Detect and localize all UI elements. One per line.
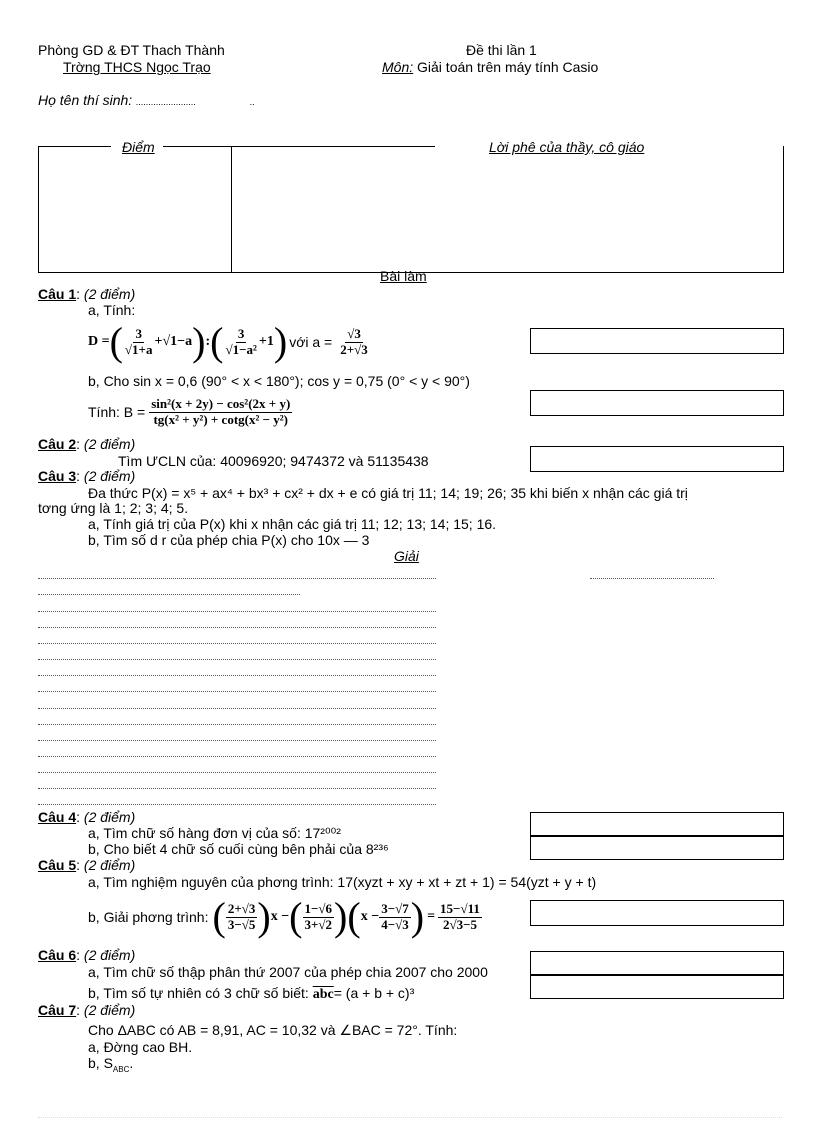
grade-table-top-left bbox=[39, 146, 111, 147]
q6-heading: Câu 6: (2 điểm) bbox=[38, 947, 136, 963]
candidate-label: Họ tên thí sinh: bbox=[38, 92, 133, 108]
q4-heading: Câu 4: (2 điểm) bbox=[38, 809, 136, 825]
q1-colon: : bbox=[205, 334, 211, 349]
q1-plus-sqrt: +√1−a bbox=[154, 334, 193, 349]
dotted-line bbox=[38, 659, 436, 660]
grade-table bbox=[38, 146, 784, 273]
grade-table-divider bbox=[231, 146, 232, 272]
q2-text: Tìm ƯCLN của: 40096920; 9474372 và 51135438 bbox=[118, 453, 429, 469]
page-bottom-rule bbox=[38, 1117, 782, 1118]
q3-line1: Đa thức P(x) = x⁵ + ax⁴ + bx³ + cx² + dx + e có giá trị 11; 14; 19; 26; 35 khi biến x nhận các giá trị bbox=[88, 485, 688, 501]
q1-a-label: a, Tính: bbox=[88, 302, 136, 318]
q1-heading: Câu 1: (2 điểm) bbox=[38, 286, 136, 302]
dotted-line bbox=[38, 724, 436, 725]
q2-points: (2 điểm) bbox=[83, 436, 136, 452]
q7-title: Câu 7 bbox=[38, 1002, 77, 1018]
q3-heading: Câu 3: (2 điểm) bbox=[38, 468, 136, 484]
q6-abc-overline: $\overline{abc}$ bbox=[312, 987, 334, 1002]
q2-title: Câu 2 bbox=[38, 436, 77, 452]
q1-plus-one: +1 bbox=[258, 334, 274, 349]
q1-b-fraction: $\frac{\text{sin²(x + 2y) − cos²(2x + y)}}{\text{tg(x² + y²) + cotg(x² − y²)}}$ bbox=[151, 395, 291, 427]
q1-points: (2 điểm) bbox=[83, 286, 136, 302]
subject-label: Môn: bbox=[382, 59, 414, 75]
q3-a: a, Tính giá trị của P(x) khi x nhận các giá trị 11; 12; 13; 14; 15; 16. bbox=[88, 516, 497, 532]
candidate-tail: .. bbox=[249, 97, 255, 107]
dotted-line bbox=[38, 643, 436, 644]
q6-b bbox=[88, 986, 414, 1002]
q7-a: a, Đờng cao BH. bbox=[88, 1039, 193, 1055]
answer-box-q5[interactable] bbox=[530, 900, 784, 926]
q5-frac3: $\frac{3-√7}{4-√3}$ bbox=[381, 900, 409, 932]
q6-a: a, Tìm chữ số thập phân thứ 2007 của phép chia 2007 cho 2000 bbox=[88, 964, 488, 980]
q5-frac2: $\frac{1-√6}{3+√2}$ bbox=[304, 900, 333, 932]
q5-equals: = bbox=[427, 909, 436, 924]
exam-title: Đề thi lần 1 bbox=[466, 42, 537, 58]
q3-title: Câu 3 bbox=[38, 468, 77, 484]
q1-a-value: $\frac{√3}{2+√3}$ bbox=[340, 325, 368, 357]
candidate-dots: ........................ bbox=[136, 97, 197, 107]
q7-points: (2 điểm) bbox=[83, 1002, 136, 1018]
q3-points: (2 điểm) bbox=[83, 468, 136, 484]
q4-title: Câu 4 bbox=[38, 809, 77, 825]
dotted-line bbox=[38, 578, 436, 579]
q5-x1: x − bbox=[270, 909, 290, 924]
q7-text: Cho ΔABC có AB = 8,91, AC = 10,32 và ∠BAC = 72°. Tính: bbox=[88, 1022, 458, 1038]
subject-line bbox=[382, 60, 598, 74]
q4-b: b, Cho biết 4 chữ số cuối cùng bên phải của 8²³⁶ bbox=[88, 841, 389, 857]
dotted-line bbox=[38, 772, 436, 773]
school-name: Trờng THCS Ngọc Trạo bbox=[63, 59, 211, 75]
dotted-line bbox=[38, 740, 436, 741]
dotted-line bbox=[38, 691, 436, 692]
q6-b-prefix: b, Tìm số tự nhiên có 3 chữ số biết: bbox=[88, 985, 309, 1001]
q6-points: (2 điểm) bbox=[83, 947, 136, 963]
subject-name: Giải toán trên máy tính Casio bbox=[417, 59, 599, 75]
q5-a: a, Tìm nghiệm nguyên của phơng trình: 17(xyzt + xy + xt + zt + 1) = 54(yzt + y + t) bbox=[88, 874, 597, 890]
q5-b-label: b, Giải phơng trình: bbox=[88, 909, 209, 925]
q7-heading: Câu 7: (2 điểm) bbox=[38, 1002, 136, 1018]
q1-title: Câu 1 bbox=[38, 286, 77, 302]
q5-b-formula: b, Giải phơng trình: ( $\frac{2+√3}{3-√5}$ ) x − ( $\frac{1-√6}{3+√2}$ ) ( x − $\frac{3-√7}{4-√3}$ ) = $\frac{15-√11}{2√3-5}$ bbox=[88, 894, 480, 939]
q5-heading: Câu 5: (2 điểm) bbox=[38, 857, 136, 873]
dotted-line bbox=[38, 611, 436, 612]
answer-box-q6b[interactable] bbox=[530, 975, 784, 999]
q3-b: b, Tìm số d r của phép chia P(x) cho 10x — 3 bbox=[88, 532, 370, 548]
q1-frac1: $\frac{3}{√1+a}$ bbox=[124, 325, 153, 357]
q4-points: (2 điểm) bbox=[83, 809, 136, 825]
dotted-line bbox=[38, 708, 436, 709]
q1-with-a: với a = bbox=[289, 334, 333, 350]
q5-frac1: $\frac{2+√3}{3-√5}$ bbox=[227, 900, 256, 932]
dotted-line bbox=[38, 788, 436, 789]
answer-box-q1a[interactable] bbox=[530, 328, 784, 354]
grade-table-top-mid bbox=[163, 146, 435, 147]
q7-b-subscript: ABC bbox=[112, 1064, 130, 1074]
dotted-line bbox=[38, 627, 436, 628]
answer-box-q4a[interactable] bbox=[530, 812, 784, 836]
score-label: Điểm bbox=[122, 139, 155, 155]
q1-frac2: $\frac{3}{\text{√1−a²}}$ bbox=[225, 325, 257, 357]
dotted-line bbox=[38, 675, 436, 676]
q1-a-formula: D = ( $\frac{3}{√1+a}$ +√1−a ) : ( $\frac{3}{\text{√1−a²}}$ +1 ) với a = $\frac{√3}{2+√3}$ bbox=[88, 319, 368, 364]
dotted-line bbox=[38, 594, 300, 595]
answer-box-q4b[interactable] bbox=[530, 836, 784, 860]
q1-d-symbol: D = bbox=[88, 334, 110, 349]
answer-box-q1b[interactable] bbox=[530, 390, 784, 416]
q5-x2: x − bbox=[360, 909, 380, 924]
q1-b-text: b, Cho sin x = 0,6 (90° < x < 180°); cos y = 0,75 (0° < y < 90°) bbox=[88, 373, 470, 389]
dotted-line bbox=[38, 804, 436, 805]
dotted-line bbox=[38, 756, 436, 757]
comment-label: Lời phê của thầy, cô giáo bbox=[489, 139, 645, 155]
work-label: Bài làm bbox=[380, 268, 427, 284]
candidate-name-line bbox=[38, 93, 255, 107]
q3-line2: tơng ứng là 1; 2; 3; 4; 5. bbox=[38, 500, 189, 516]
dotted-line bbox=[590, 578, 714, 579]
q6-b-suffix: = (a + b + c)³ bbox=[333, 985, 415, 1001]
q1-b-label: Tính: B = bbox=[88, 404, 146, 420]
q2-heading: Câu 2: (2 điểm) bbox=[38, 436, 136, 452]
department-name: Phòng GD & ĐT Thach Thành bbox=[38, 42, 225, 58]
answer-box-q6a[interactable] bbox=[530, 951, 784, 975]
q6-title: Câu 6 bbox=[38, 947, 77, 963]
q4-a: a, Tìm chữ số hàng đơn vị của số: 17²⁰⁰² bbox=[88, 825, 341, 841]
q5-points: (2 điểm) bbox=[83, 857, 136, 873]
answer-box-q2[interactable] bbox=[530, 446, 784, 472]
q5-title: Câu 5 bbox=[38, 857, 77, 873]
q7-b: b, $S_{ABC}$. bbox=[88, 1055, 134, 1074]
q5-frac4: $\frac{15-√11}{2√3-5}$ bbox=[440, 900, 480, 932]
q1-b-formula bbox=[88, 390, 292, 434]
q3-solution-label: Giải bbox=[394, 548, 419, 564]
